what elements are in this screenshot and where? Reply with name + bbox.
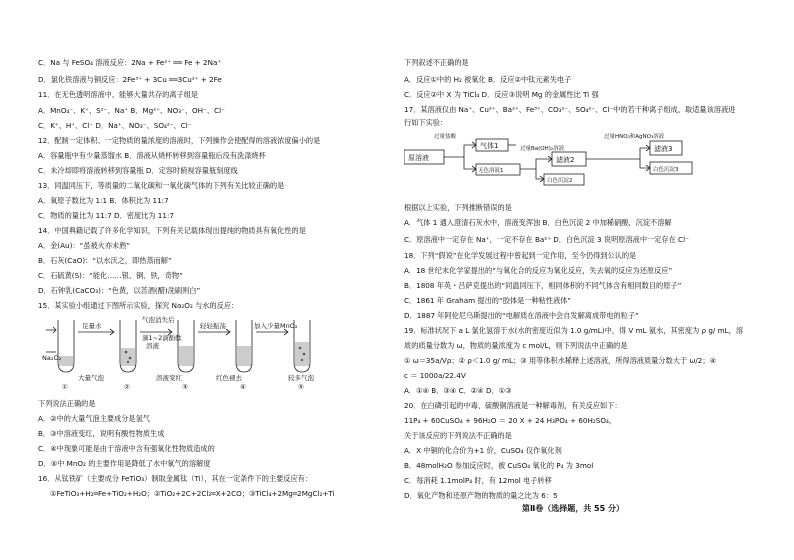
question-line: D．氧化产物和还原产物的物质的量之比为 6：5	[404, 491, 558, 500]
question-line: 15．某实验小组通过下图所示实验，探究 Na₂O₂ 与水的反应：	[38, 301, 239, 310]
tube-number: ①	[62, 383, 68, 390]
label-more-bubbles: 较多气泡	[288, 374, 314, 382]
flow-box-ppt2: 白色沉淀2	[547, 178, 573, 184]
section-heading: 第Ⅱ卷（选择题，共 55 分）	[522, 504, 624, 513]
label-mno2: 加入少量MnO₂	[254, 322, 298, 330]
question-line: ①FeTiO₃+H₂═Fe+TiO₂+H₂O；②TiO₂+2C+2Cl₂═X+2CO；③TiCl₄+2Mg═2MgCl₂+Ti	[50, 489, 335, 498]
label-phenol2: 溶液	[146, 342, 159, 350]
question-line: C．反应②中 X 为 TiCl₄ D．反应③说明 Mg 的金属性比 Ti 强	[404, 90, 599, 99]
question-line: 根据以上实验，下列推断错误的是	[404, 203, 512, 212]
question-line: A．①④ B．③④ C．②④ D．①③	[404, 386, 512, 395]
flow-chart	[404, 128, 704, 192]
question-line: A．容量瓶中有少量蒸馏水 B．溶液从烧杯转移到容量瓶后没有洗涤烧杯	[38, 151, 266, 160]
question-line: B．③中溶液变红，说明有酸性物质生成	[38, 429, 165, 438]
question-line: A．金(Au)：“虽被火亦未熟”	[38, 241, 131, 250]
question-line: C．物质的量比为 11:7 D．密度比为 11:7	[38, 211, 174, 220]
question-line: D．1887 年阿伦尼乌斯提出的“电解质在溶液中会自发解离成带电的粒子”	[404, 311, 639, 320]
question-line: C．未冷却即将溶液转移到容量瓶 D．定容时俯视容量瓶刻度线	[38, 166, 238, 175]
question-line: A．18 世纪末化学家提出的“与氧化合的反应为氧化反应，失去氧的反应为还原反应”	[404, 266, 673, 275]
question-line: A．反应①中的 H₂ 被氧化 B．反应②中钛元素失电子	[404, 75, 572, 84]
question-line: 13．同温同压下，等质量的二氧化碳和一氧化碳气体的下列有关比较正确的是	[38, 181, 285, 190]
question-line: 关于该反应的下列说法不正确的是	[404, 431, 512, 440]
label-water: 足量水	[82, 322, 102, 330]
question-line: 11P₄ + 60CuSO₄ + 96H₂O ＝ 20 X + 24 H₃PO₄ + 60H₂SO₄，	[404, 416, 617, 425]
question-line: A．氧原子数比为 1:1 B．体积比为 11:7	[38, 196, 169, 205]
question-line: C．④中现象可能是由于溶液中含有强氧化性物质造成的	[38, 444, 215, 453]
question-line: 17．某溶液仅由 Na⁺、Cu²⁺、Ba²⁺、Fe³⁺、CO₃²⁻、SO₄²⁻、Cl⁻中的若干种离子组成，取适量该溶液进	[404, 105, 736, 114]
question-line: A．MnO₄⁻、K⁺、S²⁻、Na⁺ B．Mg²⁺、NO₃⁻、OH⁻、Cl⁻	[38, 106, 225, 115]
question-line: C．K⁺、H⁺、Cl⁻ D．Na⁺、NO₃⁻、SO₄²⁻、Cl⁻	[38, 121, 192, 130]
question-line: 质的质量分数为 ω，物质的量浓度为 c mol/L，则下列说法中正确的是	[404, 341, 628, 350]
tube-number: ③	[182, 383, 188, 390]
question-line: 行如下实验：	[404, 118, 448, 127]
question-line: B．石灰(CaO)：“以水沃之，即热蒸而解”	[38, 256, 172, 265]
question-line: 下列叙述不正确的是	[404, 58, 469, 67]
question-line: 12．配制一定体积、一定物质的量浓度的溶液时，下列操作会使配得的溶液浓度偏小的是	[38, 136, 321, 145]
experiment-figure	[38, 312, 358, 390]
flow-box-filtrate2: 滤液2	[556, 156, 575, 164]
question-line: B．48molH₂O 参加反应时，被 CuSO₄ 氧化的 P₄ 为 3mol	[404, 461, 594, 470]
flow-box-filtrate3: 滤液3	[654, 145, 673, 153]
flow-box-source: 原溶液	[408, 154, 429, 162]
tube-number: ⑤	[298, 383, 304, 390]
flow-box-gas1: 气体1	[480, 142, 499, 150]
question-line: C．每消耗 1.1molP₄ 时，有 12mol 电子转移	[404, 476, 552, 485]
flow-box-filtrate1: 无色溶液1	[478, 168, 504, 174]
label-bubbles-big: 大量气泡	[78, 374, 104, 382]
question-line: 14．中国典籍记载了许多化学知识，下列有关记载体现出提纯的物质具有氧化性的是	[38, 226, 306, 235]
question-line: C．原溶液中一定存在 Na⁺，一定不存在 Ba²⁺ D．白色沉淀 3 说明原溶液中一定存在 Cl⁻	[404, 235, 689, 244]
question-line: A．气体 1 通入澄清石灰水中，溶液变浑浊 B．白色沉淀 2 中加稀硝酸，沉淀不溶解	[404, 218, 672, 227]
flow-label-baoh: 过量Ba(OH)₂溶液	[520, 146, 565, 152]
label-turn-red: 溶液变红	[156, 374, 182, 382]
question-line: 18．下列“假说”在化学发展过程中曾起到一定作用，至今仍得到公认的是	[404, 251, 637, 260]
label-shake: 轻轻振荡	[200, 322, 226, 330]
question-line: 下列说法正确的是	[38, 399, 96, 408]
question-line: 11．在无色透明溶液中，能够大量共存的离子组是	[38, 90, 199, 99]
label-cool: 气泡消失后	[142, 316, 175, 324]
question-line: 20．在白磷引起的中毒，硫酸铜溶液是一种解毒剂，有关反应如下：	[404, 401, 622, 410]
question-line: D．⑤中 MnO₂ 的主要作用是降低了水中氧气的溶解度	[38, 459, 211, 468]
question-line: C．Na 与 FeSO₄ 溶液反应：2Na + Fe²⁺ ══ Fe + 2Na⁺	[38, 58, 222, 67]
flow-label-hno3: 过量HNO₃和AgNO₃溶液	[604, 134, 665, 140]
question-line: c ＝ 1000a/22.4V	[404, 371, 466, 380]
question-line: A．②中的大量气泡主要成分是氢气	[38, 414, 150, 423]
label-na2o2: Na₂O₂	[42, 354, 62, 362]
flow-label-hcl: 过量盐酸	[434, 134, 457, 140]
question-line: B．1808 年英・吕萨克提出的“同温同压下，相同体积的不同气体含有相同数目的原子”	[404, 281, 682, 290]
question-line: C．1861 年 Graham 提出的“胶体是一种粘性液体”	[404, 296, 572, 305]
tube-number: ④	[240, 383, 246, 390]
question-line: C．石硫黄(S)：“能化……银、铜、铁，奇物”	[38, 271, 183, 280]
question-line: D．氯化铁溶液与铜反应：2Fe³⁺ + 3Cu ══3Cu²⁺ + 2Fe	[38, 75, 222, 84]
question-line: A．X 中铜的化合价为+1 价，CuSO₄ 仅作氧化剂	[404, 446, 562, 455]
label-fade: 红色褪去	[216, 374, 242, 382]
flow-box-ppt3: 白色沉淀3	[653, 167, 679, 173]
question-line: 16．从钛铁矿（主要成分 FeTiO₃）制取金属钛（Ti），其在一定条件下的主要反应有：	[38, 474, 313, 483]
tube-number: ②	[124, 383, 130, 390]
question-line: 19．标准状况下 a L 氯化氢溶于水(水的密度近似为 1.0 g/mL)中，得 V mL 氨水，其密度为 ρ g/ mL，溶	[404, 326, 744, 335]
label-phenol1: 滴1~2滴酚酞	[142, 334, 182, 342]
question-line: D．石钟乳(CaCO₃)：“色黄，以苦酒(醋)洗刷则白”	[38, 286, 201, 295]
question-line: ① ω＝35a/Vρ；② ρ＜1.0 g/ mL；③ 用等体积水稀释上述溶液，所得溶液质量分数大于 ω/2；④	[404, 356, 717, 365]
